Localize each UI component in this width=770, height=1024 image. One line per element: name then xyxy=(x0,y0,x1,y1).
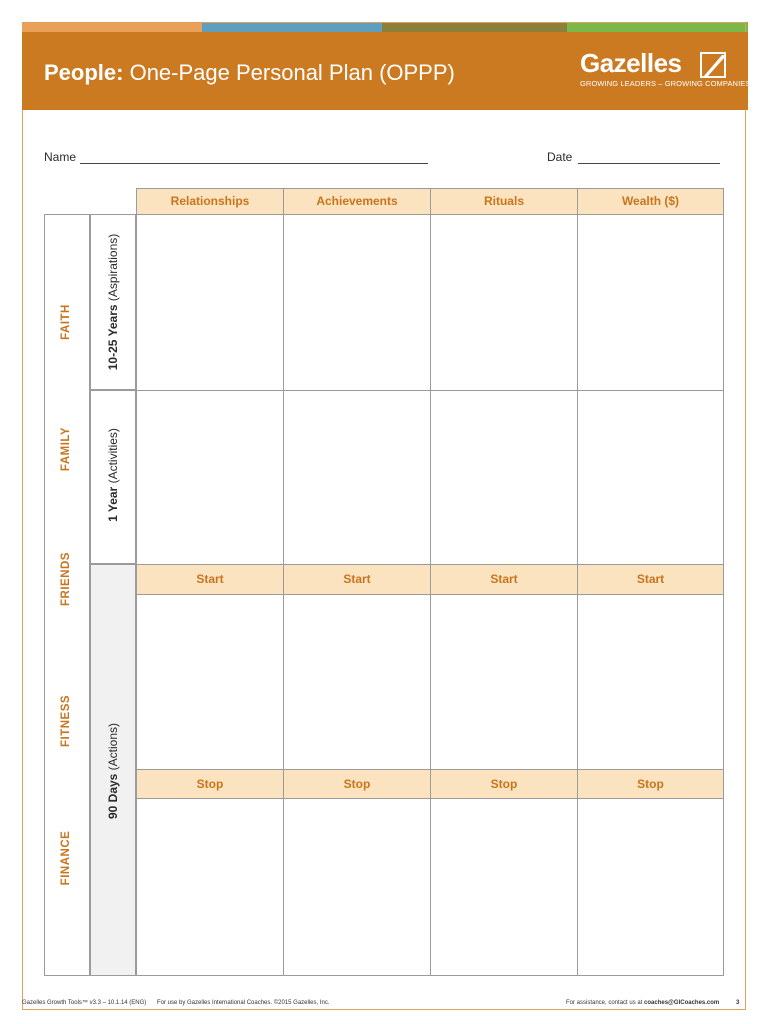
cell-stop-achievements[interactable] xyxy=(283,798,431,976)
row-year-bold: 1 Year xyxy=(106,486,120,522)
row-year-rest: (Activities) xyxy=(106,428,120,487)
band-start-wealth: Start xyxy=(577,564,724,595)
col-header-relationships: Relationships xyxy=(136,188,284,215)
band-start-rituals: Start xyxy=(430,564,578,595)
cell-long-wealth[interactable] xyxy=(577,214,724,391)
footer-contact xyxy=(566,1000,719,1006)
cell-start-wealth[interactable] xyxy=(577,594,724,770)
cell-long-rituals[interactable] xyxy=(430,214,578,391)
col-header-wealth: Wealth ($) xyxy=(577,188,724,215)
row-text-year xyxy=(106,395,120,555)
title-bold: People: xyxy=(44,60,124,85)
side-label-family: FAMILY xyxy=(60,426,72,472)
cell-year-relationships[interactable] xyxy=(136,390,284,565)
row-long-rest: (Aspirations) xyxy=(106,233,120,305)
col-header-rituals: Rituals xyxy=(430,188,578,215)
band-stop-rituals: Stop xyxy=(430,769,578,799)
cell-stop-relationships[interactable] xyxy=(136,798,284,976)
row-long-bold: 10-25 Years xyxy=(106,304,120,371)
row-text-days xyxy=(106,691,120,851)
side-label-fitness: FITNESS xyxy=(60,694,72,748)
footer-page-number: 3 xyxy=(736,1000,740,1006)
title-rest: One-Page Personal Plan (OPPP) xyxy=(123,60,455,85)
side-label-finance: FINANCE xyxy=(60,830,72,886)
cell-start-relationships[interactable] xyxy=(136,594,284,770)
name-label: Name xyxy=(44,150,77,164)
band-start-relationships: Start xyxy=(136,564,284,595)
footer-email-link[interactable]: coaches@GICoaches.com xyxy=(644,1000,720,1006)
row-text-long xyxy=(106,222,120,382)
logo-word: Gazelles xyxy=(580,48,682,78)
footer-contact-prefix: For assistance, contact us at xyxy=(566,1000,645,1006)
side-label-friends: FRIENDS xyxy=(60,552,72,606)
footer-version: Gazelles Growth Tools™ v3.3 – 10.1.14 (ENG) xyxy=(22,1000,147,1006)
cell-start-achievements[interactable] xyxy=(283,594,431,770)
band-stop-relationships: Stop xyxy=(136,769,284,799)
band-stop-wealth: Stop xyxy=(577,769,724,799)
date-label: Date xyxy=(547,150,573,164)
cell-stop-wealth[interactable] xyxy=(577,798,724,976)
cell-year-wealth[interactable] xyxy=(577,390,724,565)
cell-stop-rituals[interactable] xyxy=(430,798,578,976)
cell-year-rituals[interactable] xyxy=(430,390,578,565)
cell-long-relationships[interactable] xyxy=(136,214,284,391)
col-header-achievements: Achievements xyxy=(283,188,431,215)
cell-year-achievements[interactable] xyxy=(283,390,431,565)
footer-usage: For use by Gazelles International Coaches. ©2015 Gazelles, Inc. xyxy=(157,1000,330,1006)
cell-long-achievements[interactable] xyxy=(283,214,431,391)
side-label-faith: FAITH xyxy=(60,304,72,340)
row-days-bold: 90 Days xyxy=(106,773,120,820)
cell-start-rituals[interactable] xyxy=(430,594,578,770)
band-start-achievements: Start xyxy=(283,564,431,595)
row-days-rest: (Actions) xyxy=(106,722,120,774)
logo-tagline: GROWING LEADERS – GROWING COMPANIES xyxy=(580,79,751,88)
band-stop-achievements: Stop xyxy=(283,769,431,799)
